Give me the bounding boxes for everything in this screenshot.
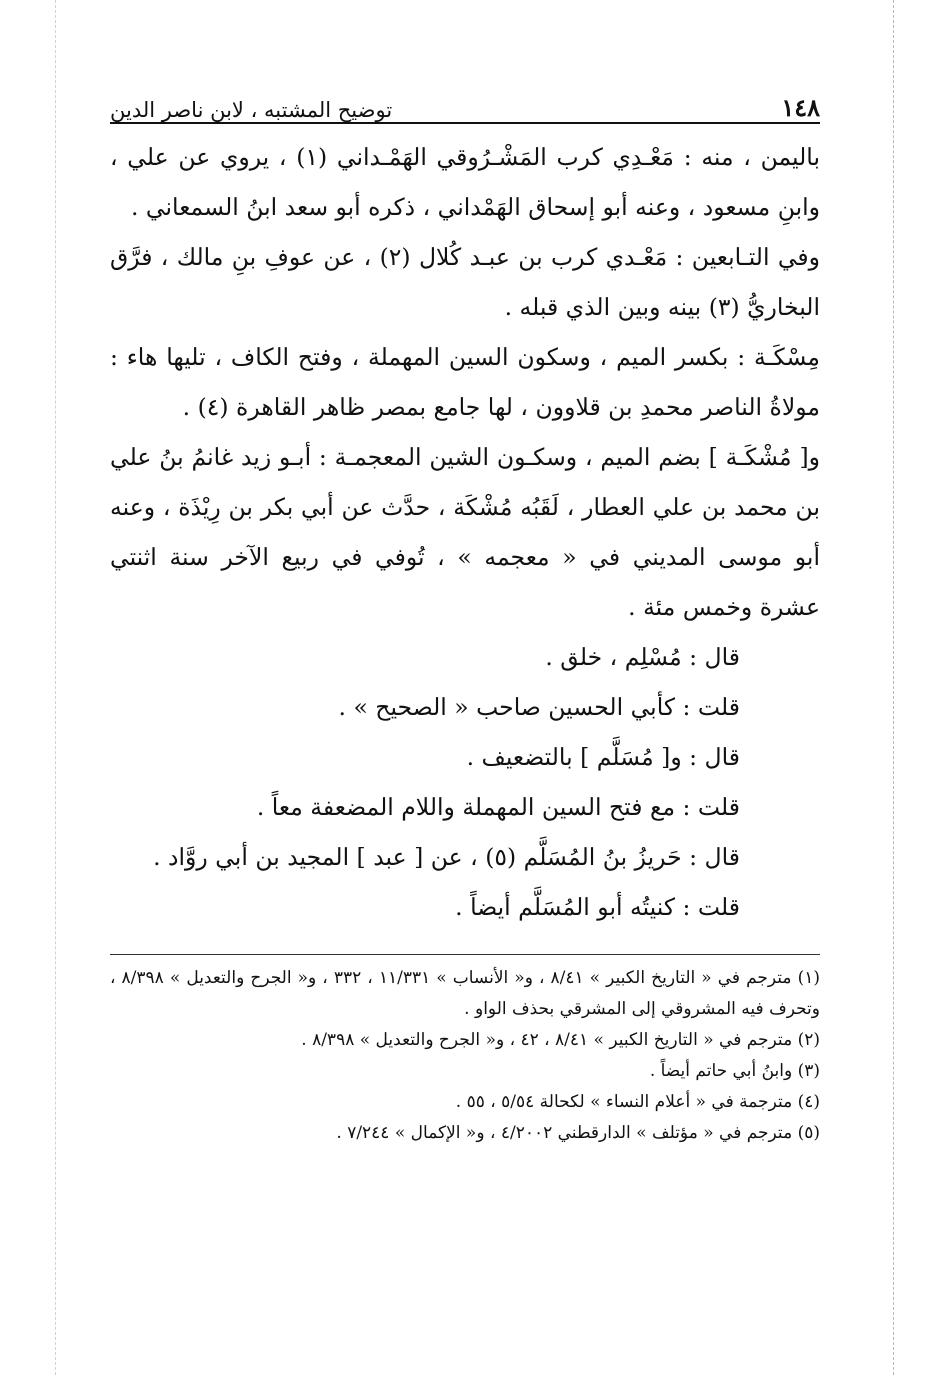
footnotes [110,963,820,1149]
book-page [110,78,820,1149]
page-header [110,78,820,124]
dialogue-line: قال : و[ مُسَلَّم ] بالتضعيف . [466,743,740,771]
main-text [110,132,820,932]
footnote-separator [110,954,820,955]
paragraph: مِسْكَـة : بكسر الميم ، وسكون السين المهملة ، وفتح الكاف ، تليها هاء : مولاةُ الناصر محمدِ بن قلاوون ، لها جامع بمصر ظاهر القاهرة (٤) . [110,343,820,421]
footnote: (٢) مترجم في « التاريخ الكبير » ٨/٤١ ، ٤٢ ، و« الجرح والتعديل » ٨/٣٩٨ . [301,1030,820,1050]
paragraph: وفي التـابعين : مَعْـدي كرب بن عبـد كُلال (٢) ، عن عوفِ بنِ مالك ، فرَّق البخاريُّ (٣) بينه وبين الذي قبله . [110,243,821,321]
dialogue-line: قال : مُسْلِم ، خلق . [545,643,740,671]
dialogue-line: قلت : مع فتح السين المهملة واللام المضعفة معاً . [256,793,740,821]
dialogue-line: قلت : كنيتُه أبو المُسَلَّم أيضاً . [455,893,740,921]
paragraph: و[ مُشْكَـة ] بضم الميم ، وسكـون الشين المعجمـة : أبـو زيد غانمُ بنُ علي بن محمد بن علي العطار ، لَقَبُه مُشْكَة ، حدَّث عن أبي بكر بن رِيْذَة ، وعنه أبو موسى المديني في « معجمه » ، تُوفي في ربيع الآخر سنة اثنتي عشرة وخمس مئة . [110,443,820,621]
scan-fold-line [893,0,894,1375]
page-number: ١٤٨ [781,93,820,122]
running-title: توضيح المشتبه ، لابن ناصر الدين [110,98,393,122]
dialogue-line: قال : حَريزُ بنُ المُسَلَّم (٥) ، عن [ عبد ] المجيد بن أبي روَّاد . [153,843,740,871]
scan-edge-line [55,0,56,1375]
footnote: (١) مترجم في « التاريخ الكبير » ٨/٤١ ، و« الأنساب » ١١/٣٣١ ، ٣٣٢ ، و« الجرح والتعديل » ٨/٣٩٨ ، وتحرف فيه المشروقي إلى المشرقي بحذف الواو . [110,968,821,1019]
paragraph: باليمن ، منه : مَعْـدِي كرب المَشْـرُوقي الهَمْـداني (١) ، يروي عن علي ، وابنِ مسعود ، وعنه أبو إسحاق الهَمْداني ، ذكره أبو سعد ابنُ السمعاني . [110,143,820,221]
dialogue-line: قلت : كأبي الحسين صاحب « الصحيح » . [338,693,740,721]
footnote: (٤) مترجمة في « أعلام النساء » لكحالة ٥/٥٤ ، ٥٥ . [455,1092,820,1112]
footnote: (٣) وابنُ أبي حاتم أيضاً . [649,1061,820,1081]
footnote: (٥) مترجم في « مؤتلف » الدارقطني ٤/٢٠٠٢ ، و« الإكمال » ٧/٢٤٤ . [336,1123,820,1143]
